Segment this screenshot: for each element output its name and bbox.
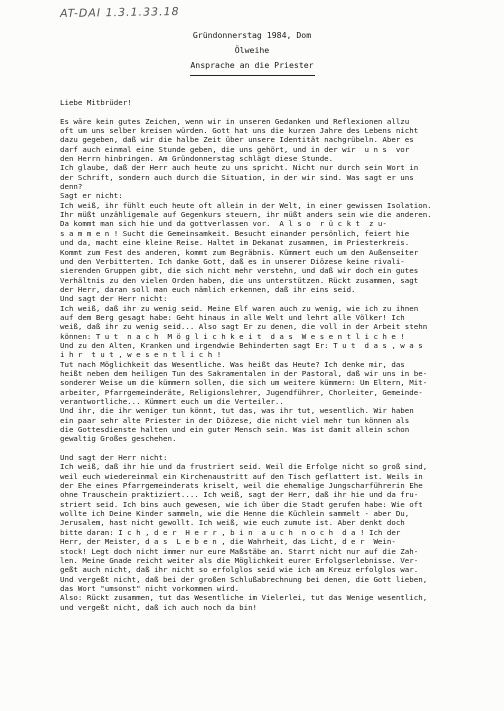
text-line: Also: Rückt zusammen, tut das Wesentliche im Vielerlei, tut das Wenige wesentlich,	[60, 593, 428, 603]
text-line: den Herrn hinbringen. Am Gründonnerstag schlägt diese Stunde.	[60, 154, 334, 164]
archive-stamp: AT-DAI 1.3.1.33.18	[59, 4, 180, 21]
text-line: können: T u t n a c h M ö g l i c h k e i t d a s W e s e n t l i c h e !	[60, 331, 405, 341]
text-line: Ich weiß, daß ihr hie und da frustriert seid. Weil die Erfolge nicht so groß sind,	[60, 462, 428, 472]
text-line: die Gottesdienste halten und ein guter Mensch sein. Was ist damit allein schon	[60, 425, 410, 435]
text-line: Jerusalem, hast nicht gewollt. Ich weiß, wie euch zumute ist. Aber denkt doch	[60, 518, 405, 528]
text-line: Liebe Mitbrüder!	[60, 98, 132, 107]
subtitle-line: Ansprache an die Priester	[190, 60, 314, 70]
text-line: striert seid. Ich bins auch gewesen, wie ich über die Stadt gerufen habe: Wie oft	[60, 499, 423, 509]
text-line: Da kommt man sich hie und da gottverlassen vor. A l s o r ü c k t z u-	[60, 219, 387, 229]
text-line: s a m m e n ! Sucht die Gemeinsamkeit. Besucht einander persönlich, feiert hie	[60, 228, 410, 238]
document-header	[0, 28, 504, 76]
text-line: gewaltig Großes geschehen.	[60, 434, 177, 444]
text-line: wollte ich Deine Kinder sammeln, wie die Henne die Küchlein sammelt - aber Du,	[60, 509, 410, 519]
text-line: Und ihr, die ihr weniger tun könnt, tut das, was ihr tut, wesentlich. Wir haben	[60, 406, 414, 416]
text-line: sierenden Gruppen gibt, die sich nicht mehr verstehn, und daß wir doch ein gutes	[60, 266, 419, 276]
text-line: ein paar sehr alte Priester in der Diözese, die nicht viel mehr tun können als	[60, 415, 410, 425]
text-line: arbeiter, Pfarrgemeinderäte, Religionslehrer, Jugendführer, Chorleiter, Gemeinde-	[60, 387, 423, 397]
date-line: Gründonnerstag 1984, Dom	[192, 30, 312, 40]
text-line: oft um uns selber kreisen würden. Gott hat uns die kurzen Jahre des Lebens nicht	[60, 126, 419, 136]
text-line: darf auch einmal eine Stunde geben, die uns gehört, und in der wir u n s vor	[60, 144, 410, 154]
text-line: len. Meine Gnade reicht weiter als die Möglichkeit eurer Erfolgserlebnisse. Ver-	[60, 555, 419, 565]
text-line: und vergeßt nicht, daß ich auch noch da bin!	[60, 602, 258, 612]
paragraph-gap	[60, 444, 496, 453]
text-line: Ich weiß, ihr fühlt euch heute oft allein in der Welt, in einer gewissen Isolation.	[60, 200, 432, 210]
text-line: der Herr, daran soll man euch nämlich erkennen, daß ihr eins seid.	[60, 284, 356, 294]
text-line: Ich glaube, daß der Herr auch heute zu uns spricht. Nicht nur durch sein Wort in	[60, 163, 419, 173]
text-line: denn?	[60, 182, 83, 192]
text-line: ohne Trauschein praktiziert.... Ich weiß, sagt der Herr, daß ihr hie und da fru-	[60, 490, 419, 500]
text-line: dazu gegeben, daß wir die halbe Zeit über unsere Identität nachgrübeln. Aber es	[60, 135, 414, 145]
text-line: Ihr müßt unzähligemale auf Gegenkurs steuern, ihr müßt anders sein wie die anderen.	[60, 210, 432, 220]
letter-body	[60, 98, 496, 612]
text-line: bitte daran: I c h , d e r H e r r , b i n a u c h n o c h d a ! Ich der	[60, 527, 401, 537]
text-line: stock! Legt doch nicht immer nur eure Maßstäbe an. Starrt nicht nur auf die Zah-	[60, 546, 419, 556]
text-line: heißt neben dem heiligen Tun des Sakramentalen in der Pastoral, daß wir uns in be-	[60, 368, 428, 378]
title-line: Ölweihe	[234, 45, 270, 55]
text-line: und den Verbitterten. Ich danke Gott, daß es in unserer Diözese keine rivali-	[60, 256, 405, 266]
text-line: weiß, daß ihr zu wenig seid... Also sagt Er zu denen, die voll in der Arbeit stehn	[60, 322, 428, 332]
text-line: Sagt er nicht:	[60, 191, 123, 201]
text-line: Herr, der Meister, d a s L e b e n , die Wahrheit, das Licht, d e r Wein-	[60, 537, 396, 547]
text-line: das Wort "umsonst" nicht vorkommen wird.	[60, 583, 240, 593]
text-line: sonderer Weise um die kümmern sollen, die sich um weitere kümmern: Um Eltern, Mit-	[60, 378, 428, 388]
text-line: verantwortliche... Kümmert euch um die Verteiler..	[60, 397, 284, 406]
header-rule	[190, 75, 315, 76]
text-line: Und sagt der Herr nicht:	[60, 294, 168, 304]
paragraph-gap	[60, 107, 496, 116]
text-line: geßt auch nicht, daß ihr nicht so erfolglos seid wie ich am Kreuz erfolglos war.	[60, 565, 419, 575]
text-line: Und zu den Alten, Kranken und irgendwie Behinderten sagt Er: T u t d a s , w a s	[60, 340, 423, 350]
text-line: der Schrift, sondern auch durch die Situation, in der wir sind. Was sagt er uns	[60, 172, 414, 182]
text-line: Verhältnis zu den vielen Orden haben, die uns unterstützen. Rückt zusammen, sagt	[60, 275, 419, 285]
text-line: Und sagt der Herr nicht:	[60, 453, 168, 463]
text-line: und da, macht eine kleine Reise. Haltet im Dekanat zusammen, im Priesterkreis.	[60, 238, 410, 248]
text-line: weil euch wiedereinmal ein Kirchenaustritt auf den Tisch geflattert ist. Weils in	[60, 471, 423, 481]
text-line: Und vergeßt nicht, daß bei der großen Schlußabrechnung bei denen, die Gott lieben,	[60, 574, 428, 584]
text-line: Tut nach Möglichkeit das Wesentliche. Was heißt das Heute? Ich denke mir, das	[60, 359, 405, 369]
text-line: i h r t u t , w e s e n t l i c h !	[60, 350, 222, 360]
text-line: Es wäre kein gutes Zeichen, wenn wir in unseren Gedanken und Reflexionen allzu	[60, 116, 410, 126]
text-line: der Ehe eines Pfarrgemeinderats kriselt, weil die ehemalige Jungscharführerin Ehe	[60, 481, 423, 491]
text-line: Ich weiß, daß ihr zu wenig seid. Meine Elf waren auch zu wenig, wie ich zu ihnen	[60, 303, 419, 313]
text-line: Kommt zum Fest des anderen, kommt zum Begräbnis. Kümmert euch um den Außenseiter	[60, 247, 419, 257]
text-line: auf dem Berg gesagt habe: Geht hinaus in alle Welt und lehrt alle Völker! Ich	[60, 312, 405, 322]
